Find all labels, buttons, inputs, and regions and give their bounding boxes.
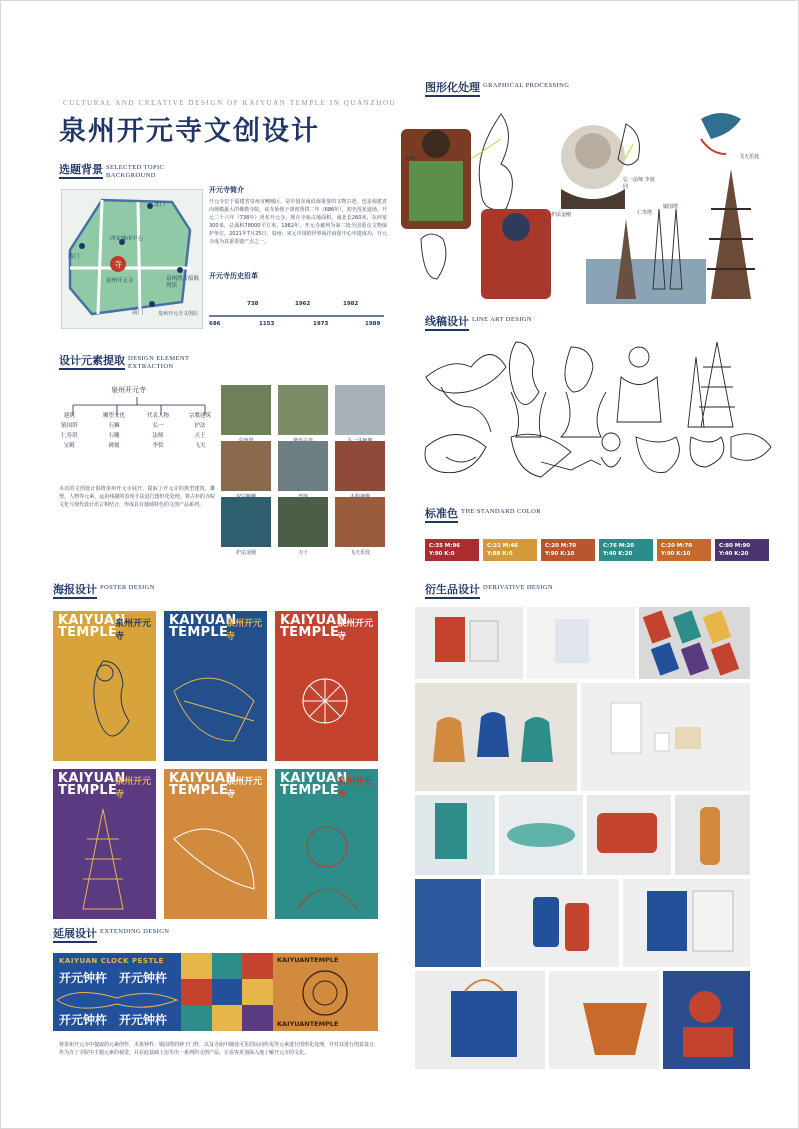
graphic-collage-art (401, 99, 771, 304)
pattern-cell (181, 1005, 212, 1031)
graphic-label: 护法金刚 (551, 212, 572, 218)
element-photo (335, 497, 385, 556)
poster-title-line: KAIYUAN (58, 613, 126, 628)
section-lineart-cn: 线稿设计 (425, 315, 469, 331)
page-title: 泉州开元寺文创设计 (59, 116, 320, 147)
tree-node: 建筑 (63, 413, 75, 419)
tree-branch (61, 411, 78, 451)
derivative-collage (415, 607, 750, 1069)
poster-cn-title: 泉州开元寺 (115, 619, 152, 642)
swatch-line: Y:90 K:10 (545, 551, 575, 557)
poster-title-line: TEMPLE (169, 625, 229, 640)
swatch-line: Y:40 K:20 (603, 551, 633, 557)
element-photo (221, 497, 271, 556)
element-tree (59, 385, 217, 481)
tree-node: 飞天 (194, 443, 206, 449)
intro-block (209, 185, 387, 246)
poster-title-line: TEMPLE (280, 783, 340, 798)
intro-text: 开元寺位于福建省泉州市鲤城区，是中国东南沿海重要的文物古迹，也是福建省内规模最大的佛教寺院。该寺始创于唐初垂拱二年（686年），初名莲花道场，开元二十六年（738年）更名开元寺。现存寺庙占地面积，南北长260米，东西宽300米，总面积78000平方米。1982年，开元寺被列为第二批全国重点文物保护单位，2021年7月25日，泉州：宋元中国的世界海洋商贸中心申遗成功，开元寺成为其重要遗产点之一。 (209, 199, 387, 245)
poster (164, 611, 267, 761)
map-label: 北门 (154, 202, 166, 208)
extend-right-en: KAIYUANTEMPLE (277, 956, 339, 964)
swatch-line: Y:40 K:20 (719, 551, 749, 557)
extend-banner-cn: 开元钟杵 (59, 1013, 108, 1027)
extend-banner-cn: 开元钟杵 (59, 971, 108, 985)
tree-branch (103, 411, 125, 451)
timeline-bar (209, 315, 384, 317)
swatch-line: Y:90 K:10 (661, 551, 691, 557)
extend-banner-en: KAIYUAN CLOCK PESTLE (59, 957, 164, 965)
english-subtitle: CULTURAL AND CREATIVE DESIGN OF KAIYUAN TEMPLE IN QUANZHOU (63, 99, 397, 107)
section-color-heading (425, 507, 553, 523)
tree-node: 天王 (194, 433, 206, 439)
pattern-cell (212, 979, 243, 1005)
poster (275, 611, 378, 761)
poster (164, 769, 267, 919)
section-lineart-heading (425, 315, 564, 331)
element-photo (335, 385, 385, 435)
tree-node: 护法 (194, 423, 206, 429)
swatch-line: C:76 M:20 (603, 543, 635, 549)
section-poster-heading (53, 583, 192, 599)
timeline-year: 1989 (365, 321, 381, 327)
section-extending-cn: 延展设计 (53, 927, 97, 943)
map-label: 西门 (68, 254, 80, 260)
poster (53, 611, 156, 761)
color-swatch (483, 539, 537, 561)
element-photo (221, 385, 271, 435)
swatch-line: C:20 M:70 (545, 543, 577, 549)
svg-text:寺: 寺 (114, 260, 122, 269)
color-swatch (599, 539, 653, 561)
map-label: 西安城市中心 (110, 236, 144, 242)
poster-cn-title: 泉州开元寺 (226, 619, 263, 642)
color-swatch (657, 539, 711, 561)
tree-node: 仁寿塔 (61, 433, 78, 439)
poster-cn-title: 泉州开元寺 (226, 777, 263, 800)
element-photo (278, 497, 328, 556)
history-heading: 开元寺历史沿革 (209, 272, 258, 280)
poster-cn-title: 泉州开元寺 (337, 619, 374, 642)
extend-knocker-panel (273, 953, 378, 1031)
swatch-line: C:35 M:96 (429, 543, 461, 549)
section-elements-en: DESIGN ELEMENT EXTRACTION (128, 355, 190, 370)
photo-caption: 护法金刚 (235, 550, 256, 556)
element-photo-grid (221, 385, 385, 556)
timeline-year: 738 (247, 301, 259, 307)
section-elements-cn: 设计元素提取 (59, 354, 125, 370)
tree-node: 弘一 (152, 423, 164, 429)
color-swatch (715, 539, 769, 561)
section-elements-heading (59, 354, 220, 371)
timeline-year: 1962 (295, 301, 311, 307)
graphic-label: 镇国塔 (663, 204, 679, 210)
line-art-drawings (421, 337, 776, 497)
tree-node: 碑刻 (108, 443, 120, 449)
pattern-cell (181, 979, 212, 1005)
section-topic-heading (59, 163, 198, 180)
map-label: 南门 (132, 310, 144, 316)
poster (53, 769, 156, 919)
history-timeline (209, 301, 384, 337)
poster-cn-title: 泉州开元寺 (115, 777, 152, 800)
color-swatch (541, 539, 595, 561)
tree-node: 宗教建筑 (189, 413, 212, 419)
section-poster-cn: 海报设计 (53, 583, 97, 599)
section-graphic-cn: 图形化处理 (425, 81, 480, 97)
poster-title-line: KAIYUAN (169, 613, 237, 628)
tree-node: 李贽 (152, 443, 164, 449)
timeline-year: 1982 (343, 301, 359, 307)
extend-pattern-grid (181, 953, 273, 1031)
history-block (209, 271, 389, 284)
section-graphic-en: GRAPHICAL PROCESSING (483, 82, 570, 89)
tree-branch (147, 411, 169, 451)
elements-description: 本次的文创设计围绕泉州开元寺展开，提取了开元寺的典型建筑、雕塑、人物等元素，运用线描的表现手法进行图形化处理，将古朴的寺院文化与现代设计语言相结合，形成具有地域特色的文创产品系列。 (59, 486, 215, 508)
photo-caption: 飞天乐伎 (349, 550, 370, 556)
tree-node: 法师 (152, 433, 164, 439)
tree-node: 石雕 (108, 433, 120, 439)
extend-pestle-art (53, 985, 181, 1015)
section-lineart-en: LINE ART DESIGN (472, 316, 533, 323)
element-photo (278, 441, 328, 491)
map-label: 泉州湾古船陈列馆 (166, 276, 200, 289)
poster-title-line: KAIYUAN (280, 613, 348, 628)
element-photo (221, 441, 271, 491)
extending-design-strip (53, 953, 378, 1031)
tree-node: 石狮 (108, 423, 120, 429)
section-extending-en: EXTENDING DESIGN (100, 928, 170, 935)
section-topic-cn: 选题背景 (59, 163, 103, 179)
section-poster-en: POSTER DESIGN (100, 584, 155, 591)
tree-node: 镇国塔 (61, 423, 78, 429)
section-derivative-en: DERIVATIVE DESIGN (483, 584, 554, 591)
section-topic-en: SELECTED TOPIC BACKGROUND (106, 164, 165, 179)
extend-right-en: KAIYUANTEMPLE (277, 1020, 339, 1028)
element-photo (335, 441, 385, 491)
section-color-en: THE STANDARD COLOR (461, 508, 541, 515)
graphic-processing-collage (401, 99, 771, 304)
poster-grid (53, 611, 378, 919)
pattern-cell (181, 953, 212, 979)
pattern-cell (212, 1005, 243, 1031)
section-derivative-cn: 衍生品设计 (425, 583, 480, 599)
pattern-cell (242, 979, 273, 1005)
line-art-sheet (421, 337, 776, 497)
poster-title-line: TEMPLE (169, 783, 229, 798)
graphic-label: 飞天乐伎 (739, 154, 760, 160)
extend-banner (53, 953, 181, 1031)
intro-heading: 开元寺简介 (209, 186, 244, 194)
timeline-year: 686 (209, 321, 221, 327)
section-color-cn: 标准色 (425, 507, 458, 523)
tree-node: 代表人物 (147, 413, 170, 419)
knocker-art (273, 963, 378, 1023)
graphic-label: 仁寿塔 (637, 210, 653, 216)
tree-branch (189, 411, 211, 451)
pattern-cell (212, 953, 243, 979)
poster (275, 769, 378, 919)
swatch-line: C:21 M:46 (487, 543, 519, 549)
tree-root: 泉州开元寺 (111, 386, 146, 394)
timeline-year: 1973 (313, 321, 329, 327)
map-label: 泉州开元寺文创店 (158, 311, 199, 317)
graphic-label: 弘一法师 李叔同 (623, 177, 655, 190)
swatch-line: Y:90 K:0 (429, 551, 455, 557)
pattern-cell (242, 953, 273, 979)
section-graphic-heading (425, 81, 575, 97)
extend-banner-cn: 开元钟杵 (119, 971, 168, 985)
section-derivative-heading (425, 583, 575, 599)
poster-title-line: TEMPLE (58, 625, 118, 640)
tree-node: 宝殿 (63, 443, 75, 449)
poster-title-line: KAIYUAN (58, 771, 126, 786)
standard-color-swatches (425, 539, 769, 561)
derivative-mockups (415, 607, 750, 1069)
tree-node: 雕塑文化 (103, 413, 126, 419)
poster-title-line: KAIYUAN (169, 771, 237, 786)
poster-title-line: KAIYUAN (280, 771, 348, 786)
swatch-line: C:80 M:90 (719, 543, 751, 549)
section-extending-heading (53, 927, 192, 943)
poster-cn-title: 泉州开元寺 (337, 777, 374, 800)
poster-title-line: TEMPLE (280, 625, 340, 640)
element-photo (278, 385, 328, 435)
photo-caption: 力士 (297, 550, 308, 556)
footnote-text: 将泉州开元寺中提取的元素创作，木鱼钟杵、镇国塔的钟子门样，以及寺庙中随处可见的民间传说等元素进行图形化处理，并对其进行创意设计，作为寺了寺院中主题元素的视觉，并在此基础上衍生出一系列的文创产品，让看客更加深入地了解开元寺的文化。 (59, 1042, 380, 1056)
color-swatch (425, 539, 479, 561)
map-label: 泉州开元寺 (106, 278, 134, 284)
extend-banner-cn: 开元钟杵 (119, 1013, 168, 1027)
pattern-cell (242, 1005, 273, 1031)
poster-title-line: TEMPLE (58, 783, 118, 798)
swatch-line: C:20 M:70 (661, 543, 693, 549)
swatch-line: Y:89 K:0 (487, 551, 513, 557)
timeline-year: 1153 (259, 321, 275, 327)
graphic-label: 金刚 (405, 156, 416, 162)
location-map (61, 189, 203, 329)
